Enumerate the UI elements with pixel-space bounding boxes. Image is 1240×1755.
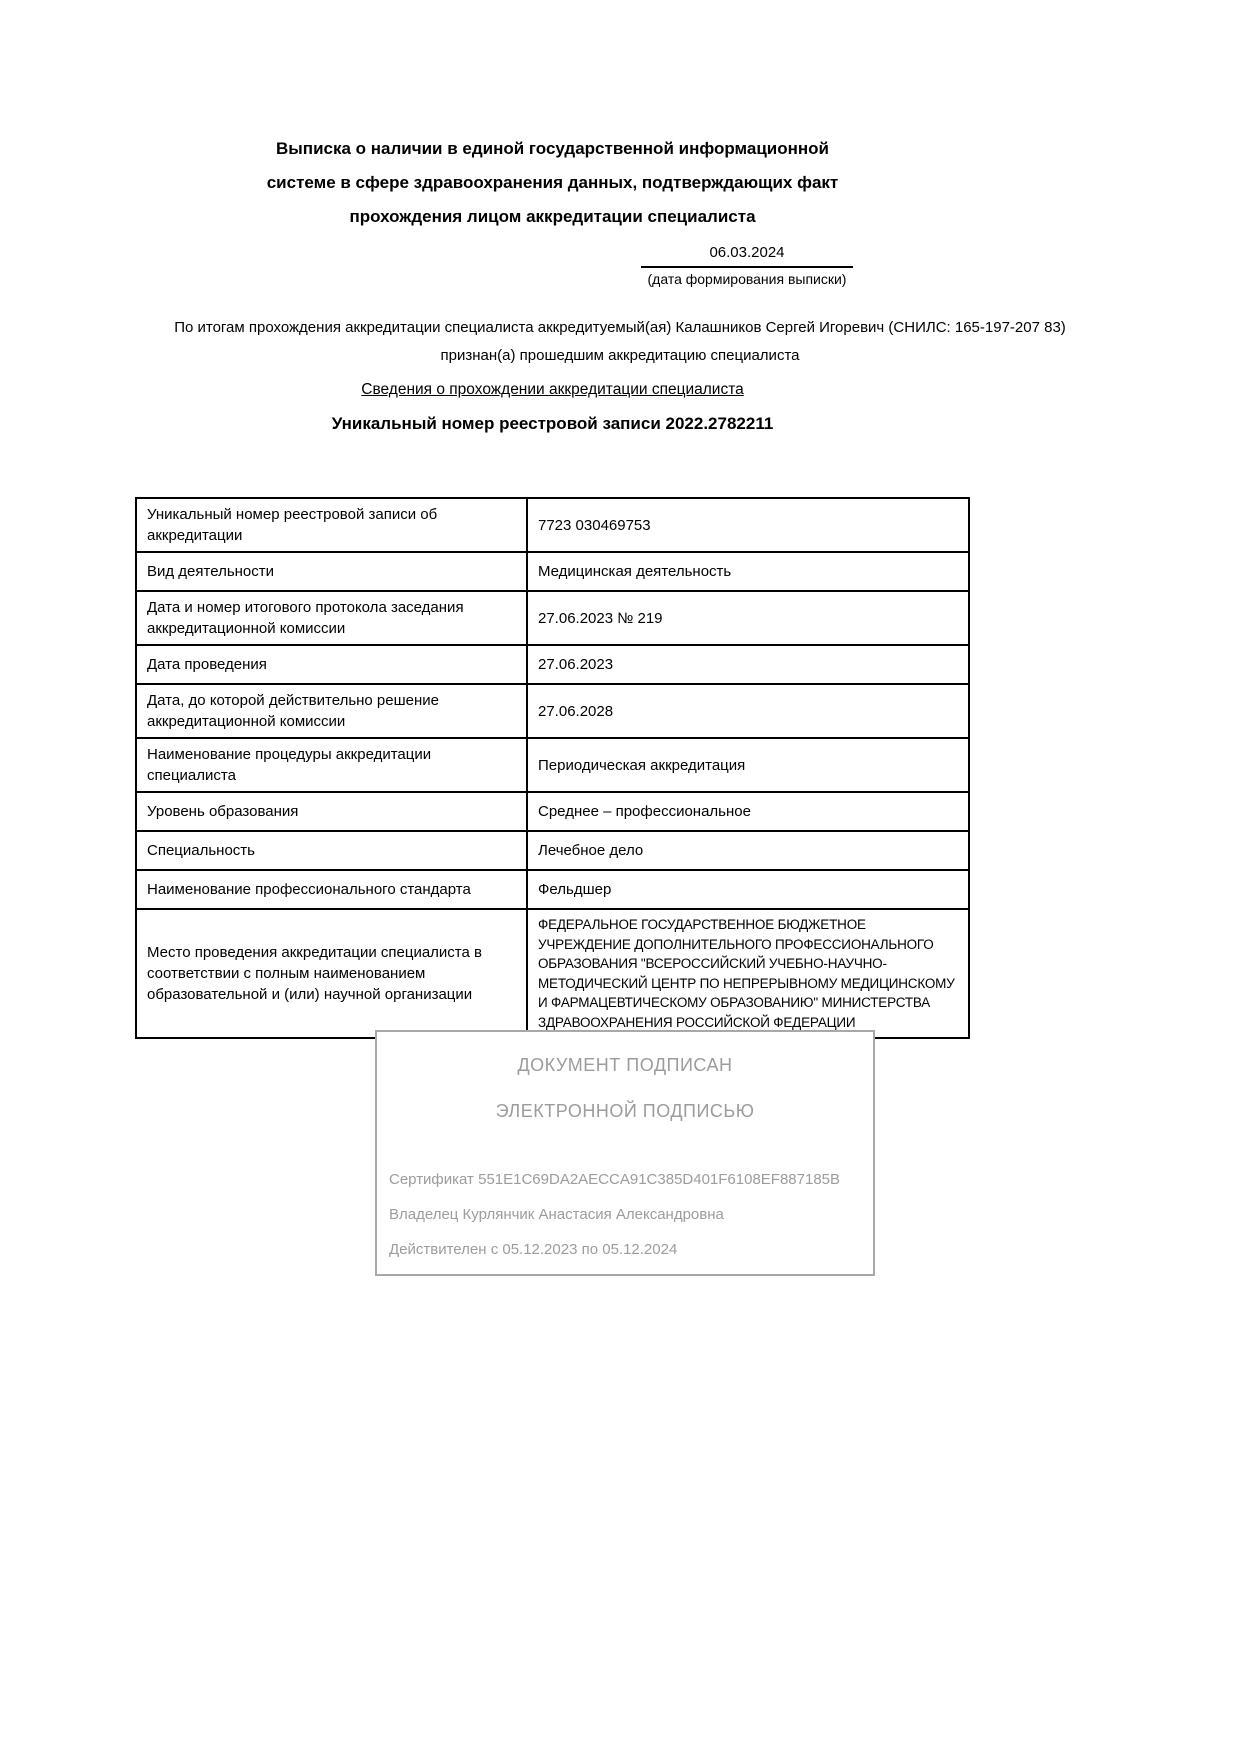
- row-label: Уровень образования: [137, 793, 528, 830]
- intro-paragraph: [90, 314, 1150, 370]
- issue-date-block: [641, 243, 853, 289]
- row-label: Место проведения аккредитации специалиста в соответствии с полным наименованием образовательной и (или) научной организации: [137, 910, 528, 1037]
- table-row: [137, 830, 968, 869]
- page-title-line-2: системе в сфере здравоохранения данных, подтверждающих факт: [266, 173, 839, 192]
- registry-heading: Уникальный номер реестровой записи 2022.2782211: [331, 414, 774, 433]
- table-row: [137, 908, 968, 1037]
- section-heading: Сведения о прохождении аккредитации специалиста: [361, 381, 744, 398]
- table-row: [137, 791, 968, 830]
- signature-heading-line-1: ДОКУМЕНТ ПОДПИСАН: [517, 1055, 733, 1075]
- table-row: [137, 499, 968, 551]
- row-value: Фельдшер: [538, 881, 612, 898]
- row-value: Среднее – профессиональное: [538, 803, 751, 820]
- intro-line-1: По итогам прохождения аккредитации специалиста аккредитуемый(ая) Калашников Сергей Игоревич (СНИЛС: 165-197-207 83): [174, 319, 1066, 336]
- page-title-line-1: Выписка о наличии в единой государственной информационной: [276, 139, 829, 158]
- row-label: Вид деятельности: [137, 553, 528, 590]
- table-row: [137, 551, 968, 590]
- row-label: Наименование процедуры аккредитации специалиста: [137, 739, 528, 791]
- issue-date: 06.03.2024: [641, 243, 853, 268]
- page-title: [135, 132, 970, 234]
- row-label: Уникальный номер реестровой записи об аккредитации: [137, 499, 528, 551]
- row-value: 27.06.2023: [538, 656, 614, 673]
- row-label: Дата и номер итогового протокола заседания аккредитационной комиссии: [137, 592, 528, 644]
- table-row: [137, 590, 968, 644]
- certificate-line: Сертификат 551E1C69DA2AECCA91C385D401F6108EF887185B: [389, 1171, 841, 1188]
- signature-heading-line-2: ЭЛЕКТРОННОЙ ПОДПИСЬЮ: [495, 1101, 755, 1121]
- row-value: 27.06.2028: [538, 702, 614, 720]
- validity-line: Действителен с 05.12.2023 по 05.12.2024: [389, 1241, 678, 1258]
- intro-line-2: признан(а) прошедшим аккредитацию специалиста: [440, 347, 800, 364]
- issue-date-caption: (дата формирования выписки): [647, 271, 847, 287]
- row-value: 27.06.2023 № 219: [538, 609, 663, 627]
- row-value: Лечебное дело: [538, 842, 644, 859]
- row-value-organization: ФЕДЕРАЛЬНОЕ ГОСУДАРСТВЕННОЕ БЮДЖЕТНОЕ УЧРЕЖДЕНИЕ ДОПОЛНИТЕЛЬНОГО ПРОФЕССИОНАЛЬНОГО ОБРАЗОВАНИЯ "ВСЕРОССИЙСКИЙ УЧЕБНО-НАУЧНО-МЕТОДИЧЕСКИЙ ЦЕНТР ПО НЕПРЕРЫВНОМУ МЕДИЦИНСКОМУ И ФАРМАЦЕВТИЧЕСКОМУ ОБРАЗОВАНИЮ" МИНИСТЕРСТВА ЗДРАВООХРАНЕНИЯ РОССИЙСКОЙ ФЕДЕРАЦИИ: [538, 917, 955, 1030]
- accreditation-table: [135, 497, 970, 1039]
- table-row: [137, 683, 968, 737]
- row-label: Специальность: [137, 832, 528, 869]
- row-label: Дата проведения: [137, 646, 528, 683]
- row-value: Периодическая аккредитация: [538, 756, 746, 774]
- row-label: Наименование профессионального стандарта: [137, 871, 528, 908]
- table-row: [137, 644, 968, 683]
- page-title-line-3: прохождения лицом аккредитации специалиста: [349, 207, 756, 226]
- row-value: Медицинская деятельность: [538, 563, 732, 580]
- table-row: [137, 869, 968, 908]
- row-value: 7723 030469753: [538, 516, 651, 534]
- owner-line: Владелец Курлянчик Анастасия Александровна: [389, 1206, 724, 1223]
- row-label: Дата, до которой действительно решение аккредитационной комиссии: [137, 685, 528, 737]
- table-row: [137, 737, 968, 791]
- signature-box: [375, 1030, 875, 1276]
